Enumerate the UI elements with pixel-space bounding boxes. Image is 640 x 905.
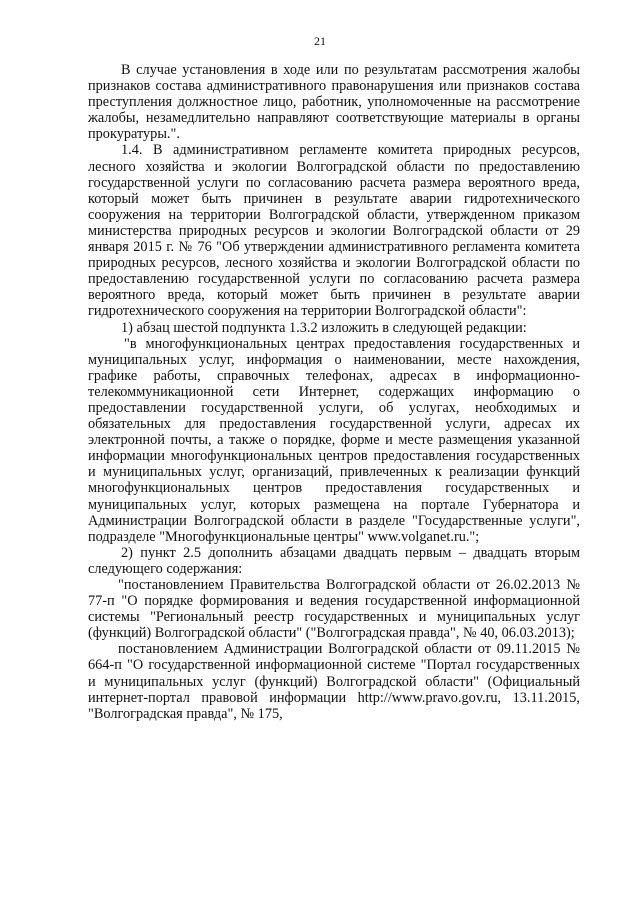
paragraph-item-1-text: "в многофункциональных центрах предоставления государственных и муниципальных услуг, информация о наименовании, месте нахождения, графике работы, справочных телефонах, адресах в информационно-телекоммуникационной сети Интернет, содержащих информацию о предоставлении государственной услуги, об услугах, необходимых и обязательных для предоставления государственной услуги, адресах их электронной почты, а также о порядке, форме и месте размещения указанной информации многофункциональных центров предоставления государственных и муниципальных услуг, организаций, привлеченных к реализации функций многофункциональных центров предоставления государственных и муниципальных услуг, которых размещена на портале Губернатора и Администрации Волгоградской области в разделе "Государственные услуги", подразделе "Многофункциональные центры" www.volganet.ru."; xyxy=(88,335,580,545)
paragraph-complaint-outcome: В случае установления в ходе или по результатам рассмотрения жалобы признаков состава административного правонарушения или признаков состава преступления должностное лицо, работник, уполномоченные на рассмотрение жалобы, незамедлительно направляют соответствующие материалы в органы прокуратуры.". xyxy=(88,62,580,143)
paragraph-item-2: 2) пункт 2.5 дополнить абзацами двадцать первым – двадцать вторым следующего содержания: xyxy=(88,544,580,577)
page-number: 21 xyxy=(314,34,326,48)
paragraph-section-1-4: 1.4. В административном регламенте комитета природных ресурсов, лесного хозяйства и экологии Волгоградской области по предоставлению государственной услуги по согласованию расчета размера вероятного вреда, который может быть причинен в результате аварии гидротехнического сооружения на территории Волгоградской области, утвержденном приказом министерства природных ресурсов и экологии Волгоградской области от 29 января 2015 г. № 76 "Об утверждении административного регламента комитета природных ресурсов, лесного хозяйства и экологии Волгоградской области по предоставлению государственной услуги по согласованию расчета размера вероятного вреда, который может быть причинен в результате аварии гидротехнического сооружения на территории Волгоградской области": xyxy=(88,142,580,320)
paragraph-item-1: 1) абзац шестой подпункта 1.3.2 изложить в следующей редакции: xyxy=(121,319,527,336)
document-body xyxy=(88,62,580,722)
paragraph-resolution-77p: "постановлением Правительства Волгоградской области от 26.02.2013 № 77-п "О порядке формирования и ведения государственной информационной системы "Региональный реестр государственных и муниципальных услуг (функций) Волгоградской области" ("Волгоградская правда", № 40, 06.03.2013); xyxy=(88,577,580,642)
paragraph-resolution-664p: постановлением Администрации Волгоградской области от 09.11.2015 № 664-п "О государственной информационной системе "Портал государственных и муниципальных услуг (функций) Волгоградской области" (Официальный интернет-портал правовой информации http://www.pravo.gov.ru, 13.11.2015, "Волгоградская правда", № 175, xyxy=(88,641,580,722)
